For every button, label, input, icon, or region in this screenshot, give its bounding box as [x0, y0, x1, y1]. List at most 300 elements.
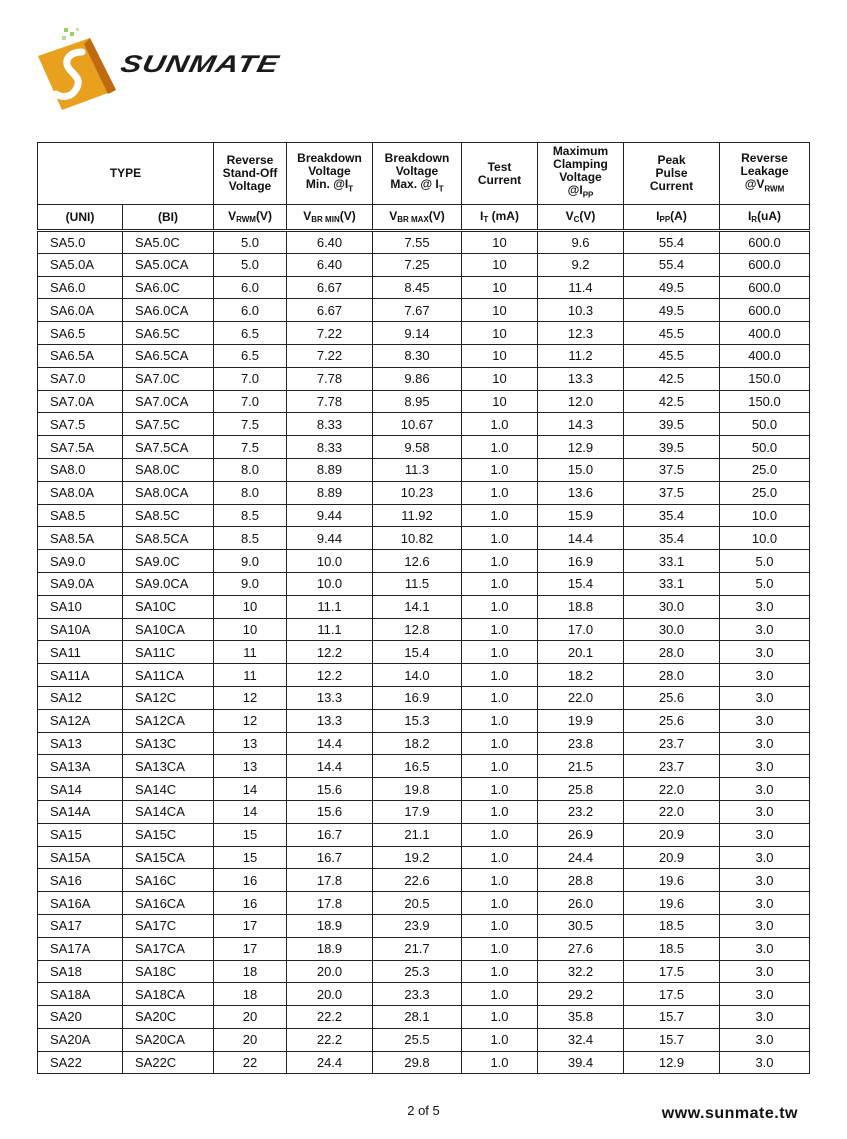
cell-vbr-min: 17.8 [287, 869, 373, 892]
cell-vbr-min: 22.2 [287, 1006, 373, 1029]
column-unit-header [214, 205, 287, 231]
cell-ipp: 18.5 [624, 914, 720, 937]
cell-it: 1.0 [462, 709, 538, 732]
cell-part-uni: SA8.0A [38, 481, 123, 504]
cell-vrwm: 8.0 [214, 481, 287, 504]
cell-vc: 21.5 [538, 755, 624, 778]
column-group-header-subscript: PP [582, 190, 594, 200]
cell-part-bi: SA14C [123, 778, 214, 801]
cell-ir: 3.0 [720, 983, 810, 1006]
company-logo [32, 26, 302, 112]
cell-vrwm: 6.5 [214, 322, 287, 345]
cell-ir: 3.0 [720, 960, 810, 983]
cell-vbr-max: 15.4 [373, 641, 462, 664]
cell-part-bi: SA11C [123, 641, 214, 664]
table-row [38, 504, 810, 527]
cell-vbr-min: 6.40 [287, 253, 373, 276]
table-row [38, 641, 810, 664]
column-group-header-text: @I [567, 183, 583, 198]
cell-vrwm: 13 [214, 755, 287, 778]
table-row [38, 686, 810, 709]
cell-vrwm: 12 [214, 709, 287, 732]
cell-it: 1.0 [462, 823, 538, 846]
cell-vrwm: 7.0 [214, 390, 287, 413]
cell-vrwm: 7.0 [214, 367, 287, 390]
column-unit-header [287, 205, 373, 231]
column-unit-header [538, 205, 624, 231]
cell-vbr-min: 20.0 [287, 983, 373, 1006]
cell-part-uni: SA17A [38, 937, 123, 960]
unit-header-unit: (A) [670, 209, 687, 223]
table-row [38, 755, 810, 778]
cell-vrwm: 16 [214, 892, 287, 915]
cell-part-uni: SA7.0 [38, 367, 123, 390]
cell-vc: 17.0 [538, 618, 624, 641]
cell-it: 1.0 [462, 800, 538, 823]
cell-vbr-min: 8.33 [287, 436, 373, 459]
table-row [38, 846, 810, 869]
cell-vrwm: 14 [214, 800, 287, 823]
page-number: 2 of 5 [407, 1103, 440, 1118]
cell-vbr-min: 9.44 [287, 504, 373, 527]
cell-ir: 3.0 [720, 800, 810, 823]
cell-vc: 12.0 [538, 390, 624, 413]
cell-vbr-max: 10.67 [373, 413, 462, 436]
cell-vrwm: 14 [214, 778, 287, 801]
cell-part-uni: SA5.0A [38, 253, 123, 276]
table-row [38, 367, 810, 390]
cell-part-uni: SA22 [38, 1051, 123, 1074]
cell-vbr-max: 11.92 [373, 504, 462, 527]
cell-vc: 32.4 [538, 1028, 624, 1051]
cell-ir: 3.0 [720, 892, 810, 915]
cell-it: 1.0 [462, 892, 538, 915]
cell-part-uni: SA5.0 [38, 231, 123, 254]
column-group-header-text: Stand-Off [222, 166, 278, 180]
cell-vbr-max: 8.45 [373, 276, 462, 299]
cell-it: 1.0 [462, 960, 538, 983]
column-group-header-text: Max. @ I [390, 176, 439, 191]
column-group-header-text: Pulse [655, 166, 688, 180]
cell-it: 1.0 [462, 618, 538, 641]
table-row [38, 322, 810, 345]
cell-it: 10 [462, 276, 538, 299]
cell-vrwm: 20 [214, 1006, 287, 1029]
cell-part-uni: SA15 [38, 823, 123, 846]
cell-part-uni: SA7.5A [38, 436, 123, 459]
cell-ir: 400.0 [720, 322, 810, 345]
unit-header-unit: (V) [428, 209, 445, 223]
cell-vc: 11.2 [538, 344, 624, 367]
unit-header-subscript: C [573, 215, 580, 224]
cell-it: 1.0 [462, 732, 538, 755]
cell-part-uni: SA7.0A [38, 390, 123, 413]
cell-part-bi: SA20CA [123, 1028, 214, 1051]
column-group-header-text: @V [744, 176, 765, 191]
cell-vc: 18.8 [538, 595, 624, 618]
cell-ir: 25.0 [720, 458, 810, 481]
cell-ir: 3.0 [720, 778, 810, 801]
column-group-header-text: Voltage [559, 170, 602, 185]
cell-vbr-min: 9.44 [287, 527, 373, 550]
cell-vbr-min: 7.22 [287, 344, 373, 367]
cell-vc: 35.8 [538, 1006, 624, 1029]
column-group-header-text: Voltage [395, 163, 439, 178]
cell-part-bi: SA5.0CA [123, 253, 214, 276]
cell-it: 1.0 [462, 1006, 538, 1029]
cell-vrwm: 11 [214, 641, 287, 664]
cell-vbr-max: 25.5 [373, 1028, 462, 1051]
cell-ir: 50.0 [720, 413, 810, 436]
cell-vbr-min: 16.7 [287, 823, 373, 846]
column-unit-header [720, 205, 810, 231]
cell-ir: 5.0 [720, 550, 810, 573]
cell-it: 10 [462, 367, 538, 390]
table-row [38, 572, 810, 595]
cell-ir: 600.0 [720, 299, 810, 322]
cell-part-uni: SA8.5A [38, 527, 123, 550]
table-row [38, 436, 810, 459]
unit-header-subscript: BR MIN [311, 215, 340, 224]
cell-vbr-min: 12.2 [287, 664, 373, 687]
column-group-header [462, 143, 538, 205]
cell-vc: 26.0 [538, 892, 624, 915]
cell-vbr-max: 9.58 [373, 436, 462, 459]
unit-header-unit: (V) [255, 209, 272, 223]
cell-it: 10 [462, 322, 538, 345]
cell-ipp: 22.0 [624, 800, 720, 823]
cell-vrwm: 12 [214, 686, 287, 709]
cell-ir: 150.0 [720, 367, 810, 390]
cell-vrwm: 10 [214, 618, 287, 641]
cell-ir: 5.0 [720, 572, 810, 595]
cell-vc: 24.4 [538, 846, 624, 869]
table-row [38, 276, 810, 299]
cell-ipp: 35.4 [624, 527, 720, 550]
cell-part-bi: SA7.0C [123, 367, 214, 390]
table-row [38, 983, 810, 1006]
cell-vrwm: 17 [214, 937, 287, 960]
cell-vbr-min: 15.6 [287, 778, 373, 801]
cell-vrwm: 8.5 [214, 504, 287, 527]
cell-ir: 3.0 [720, 709, 810, 732]
table-row [38, 1028, 810, 1051]
table-row [38, 481, 810, 504]
sunmate-logo-icon [32, 26, 122, 112]
column-group-header-text: Leakage [740, 163, 789, 178]
cell-part-bi: SA15CA [123, 846, 214, 869]
unit-header-symbol: V [228, 209, 237, 223]
cell-ipp: 23.7 [624, 755, 720, 778]
cell-it: 1.0 [462, 664, 538, 687]
cell-part-bi: SA5.0C [123, 231, 214, 254]
unit-header-subscript: T [483, 215, 489, 224]
cell-vbr-max: 19.8 [373, 778, 462, 801]
table-row [38, 732, 810, 755]
cell-vbr-min: 10.0 [287, 572, 373, 595]
cell-vrwm: 13 [214, 732, 287, 755]
cell-part-bi: SA22C [123, 1051, 214, 1074]
cell-part-bi: SA6.5CA [123, 344, 214, 367]
column-group-header-subscript: T [438, 184, 444, 194]
column-group-header [214, 143, 287, 205]
cell-vbr-min: 20.0 [287, 960, 373, 983]
cell-vc: 20.1 [538, 641, 624, 664]
cell-it: 1.0 [462, 778, 538, 801]
cell-ipp: 45.5 [624, 322, 720, 345]
unit-header-unit: (mA) [488, 209, 519, 223]
cell-vbr-max: 28.1 [373, 1006, 462, 1029]
cell-ipp: 17.5 [624, 983, 720, 1006]
cell-part-uni: SA16 [38, 869, 123, 892]
cell-vrwm: 10 [214, 595, 287, 618]
cell-vrwm: 16 [214, 869, 287, 892]
cell-vbr-max: 16.9 [373, 686, 462, 709]
cell-vc: 26.9 [538, 823, 624, 846]
cell-it: 1.0 [462, 641, 538, 664]
cell-part-uni: SA8.0 [38, 458, 123, 481]
cell-part-bi: SA20C [123, 1006, 214, 1029]
cell-vrwm: 15 [214, 823, 287, 846]
cell-vrwm: 20 [214, 1028, 287, 1051]
cell-ir: 25.0 [720, 481, 810, 504]
cell-vrwm: 15 [214, 846, 287, 869]
unit-header-unit: (uA) [757, 209, 782, 223]
cell-part-bi: SA7.5CA [123, 436, 214, 459]
table-row [38, 778, 810, 801]
cell-part-bi: SA12CA [123, 709, 214, 732]
cell-ipp: 30.0 [624, 595, 720, 618]
cell-vc: 18.2 [538, 664, 624, 687]
cell-it: 1.0 [462, 595, 538, 618]
cell-ir: 3.0 [720, 1028, 810, 1051]
cell-it: 1.0 [462, 914, 538, 937]
unit-header-symbol: I [747, 209, 752, 223]
cell-vrwm: 11 [214, 664, 287, 687]
column-group-header-text: Voltage [308, 163, 351, 178]
cell-vbr-min: 8.33 [287, 413, 373, 436]
cell-ipp: 15.7 [624, 1028, 720, 1051]
cell-vbr-min: 14.4 [287, 755, 373, 778]
cell-vc: 14.4 [538, 527, 624, 550]
cell-vbr-max: 25.3 [373, 960, 462, 983]
cell-part-bi: SA16CA [123, 892, 214, 915]
column-group-header [720, 143, 810, 205]
cell-vrwm: 5.0 [214, 253, 287, 276]
table-row [38, 231, 810, 254]
cell-vc: 19.9 [538, 709, 624, 732]
table-row [38, 800, 810, 823]
cell-vrwm: 17 [214, 914, 287, 937]
cell-vc: 39.4 [538, 1051, 624, 1074]
website-url: www.sunmate.tw [661, 1105, 798, 1122]
cell-vc: 9.6 [538, 231, 624, 254]
column-group-header-text: Test [487, 159, 512, 174]
cell-ipp: 49.5 [624, 276, 720, 299]
cell-part-uni: SA18A [38, 983, 123, 1006]
cell-it: 1.0 [462, 1051, 538, 1074]
cell-part-uni: SA20A [38, 1028, 123, 1051]
cell-ir: 3.0 [720, 937, 810, 960]
cell-vrwm: 5.0 [214, 231, 287, 254]
cell-part-uni: SA6.0 [38, 276, 123, 299]
cell-ipp: 49.5 [624, 299, 720, 322]
cell-part-bi: SA13CA [123, 755, 214, 778]
cell-vbr-max: 16.5 [373, 755, 462, 778]
cell-part-uni: SA10A [38, 618, 123, 641]
cell-part-bi: SA8.0C [123, 458, 214, 481]
cell-it: 1.0 [462, 481, 538, 504]
cell-vc: 13.6 [538, 481, 624, 504]
cell-part-bi: SA17CA [123, 937, 214, 960]
cell-ir: 3.0 [720, 618, 810, 641]
cell-vbr-max: 18.2 [373, 732, 462, 755]
cell-ir: 3.0 [720, 664, 810, 687]
unit-header-subscript: RWM [236, 215, 256, 224]
cell-part-uni: SA10 [38, 595, 123, 618]
column-group-header-subscript: RWM [764, 184, 785, 194]
cell-vc: 23.8 [538, 732, 624, 755]
column-unit-header [462, 205, 538, 231]
cell-ipp: 25.6 [624, 709, 720, 732]
cell-part-bi: SA9.0C [123, 550, 214, 573]
cell-vc: 27.6 [538, 937, 624, 960]
cell-part-uni: SA12 [38, 686, 123, 709]
cell-part-uni: SA20 [38, 1006, 123, 1029]
column-group-header [538, 143, 624, 205]
cell-ipp: 19.6 [624, 892, 720, 915]
cell-vrwm: 6.0 [214, 299, 287, 322]
cell-vrwm: 7.5 [214, 436, 287, 459]
cell-ipp: 33.1 [624, 572, 720, 595]
column-group-header-text: Breakdown [297, 150, 362, 165]
cell-part-bi: SA8.0CA [123, 481, 214, 504]
cell-ipp: 39.5 [624, 436, 720, 459]
table-row [38, 413, 810, 436]
cell-part-bi: SA17C [123, 914, 214, 937]
cell-vbr-max: 21.1 [373, 823, 462, 846]
cell-it: 1.0 [462, 436, 538, 459]
cell-vbr-min: 10.0 [287, 550, 373, 573]
cell-ipp: 55.4 [624, 231, 720, 254]
cell-vbr-min: 12.2 [287, 641, 373, 664]
cell-vrwm: 18 [214, 960, 287, 983]
column-group-header-text: TYPE [109, 166, 142, 180]
cell-vbr-min: 18.9 [287, 937, 373, 960]
table-row [38, 299, 810, 322]
cell-ipp: 18.5 [624, 937, 720, 960]
cell-vrwm: 22 [214, 1051, 287, 1074]
cell-ir: 3.0 [720, 914, 810, 937]
cell-vbr-max: 14.1 [373, 595, 462, 618]
cell-vbr-max: 14.0 [373, 664, 462, 687]
table-row [38, 1051, 810, 1074]
cell-it: 1.0 [462, 504, 538, 527]
cell-vc: 30.5 [538, 914, 624, 937]
cell-vbr-max: 17.9 [373, 800, 462, 823]
cell-part-bi: SA8.5C [123, 504, 214, 527]
cell-part-uni: SA12A [38, 709, 123, 732]
cell-ir: 600.0 [720, 253, 810, 276]
cell-vbr-max: 7.55 [373, 231, 462, 254]
cell-vbr-max: 19.2 [373, 846, 462, 869]
cell-vbr-min: 15.6 [287, 800, 373, 823]
column-group-header [38, 143, 214, 205]
cell-it: 1.0 [462, 527, 538, 550]
cell-ipp: 55.4 [624, 253, 720, 276]
cell-part-bi: SA9.0CA [123, 572, 214, 595]
cell-ipp: 17.5 [624, 960, 720, 983]
column-group-header-text: Current [477, 172, 522, 187]
cell-vbr-min: 7.22 [287, 322, 373, 345]
cell-vbr-max: 7.25 [373, 253, 462, 276]
cell-ipp: 42.5 [624, 367, 720, 390]
table-unit-header-row [38, 205, 810, 231]
unit-header-symbol: V [303, 209, 312, 223]
cell-ipp: 25.6 [624, 686, 720, 709]
cell-ipp: 37.5 [624, 458, 720, 481]
column-group-header [287, 143, 373, 205]
cell-vbr-min: 7.78 [287, 390, 373, 413]
cell-ipp: 30.0 [624, 618, 720, 641]
table-row [38, 937, 810, 960]
unit-header-subscript: PP [659, 215, 671, 224]
cell-vc: 12.9 [538, 436, 624, 459]
table-row [38, 869, 810, 892]
table-row [38, 390, 810, 413]
cell-vc: 23.2 [538, 800, 624, 823]
column-group-header-text: Min. @I [305, 176, 349, 191]
column-unit-header [123, 205, 214, 231]
cell-it: 1.0 [462, 413, 538, 436]
unit-header-symbol: I [656, 209, 660, 223]
cell-ir: 3.0 [720, 846, 810, 869]
unit-header-symbol: (UNI) [65, 209, 95, 224]
cell-ipp: 28.0 [624, 664, 720, 687]
cell-vbr-max: 10.23 [373, 481, 462, 504]
cell-ir: 150.0 [720, 390, 810, 413]
cell-ipp: 15.7 [624, 1006, 720, 1029]
table-row [38, 892, 810, 915]
specifications-table [37, 142, 810, 1074]
cell-part-uni: SA11 [38, 641, 123, 664]
cell-ipp: 42.5 [624, 390, 720, 413]
cell-vbr-min: 11.1 [287, 595, 373, 618]
cell-vc: 15.0 [538, 458, 624, 481]
cell-part-bi: SA18C [123, 960, 214, 983]
cell-it: 1.0 [462, 755, 538, 778]
table-row [38, 823, 810, 846]
cell-vc: 16.9 [538, 550, 624, 573]
unit-header-subscript: R [751, 215, 758, 224]
cell-ipp: 45.5 [624, 344, 720, 367]
cell-part-uni: SA11A [38, 664, 123, 687]
column-group-header-text: Reverse [741, 150, 788, 165]
cell-vrwm: 9.0 [214, 550, 287, 573]
cell-vbr-max: 9.14 [373, 322, 462, 345]
cell-part-uni: SA14 [38, 778, 123, 801]
cell-part-bi: SA6.5C [123, 322, 214, 345]
column-unit-header [373, 205, 462, 231]
cell-ir: 600.0 [720, 231, 810, 254]
column-group-header-subscript: T [348, 184, 354, 194]
column-group-header [373, 143, 462, 205]
cell-vrwm: 18 [214, 983, 287, 1006]
cell-vc: 29.2 [538, 983, 624, 1006]
table-row [38, 960, 810, 983]
unit-header-symbol: I [480, 209, 484, 223]
cell-part-bi: SA15C [123, 823, 214, 846]
